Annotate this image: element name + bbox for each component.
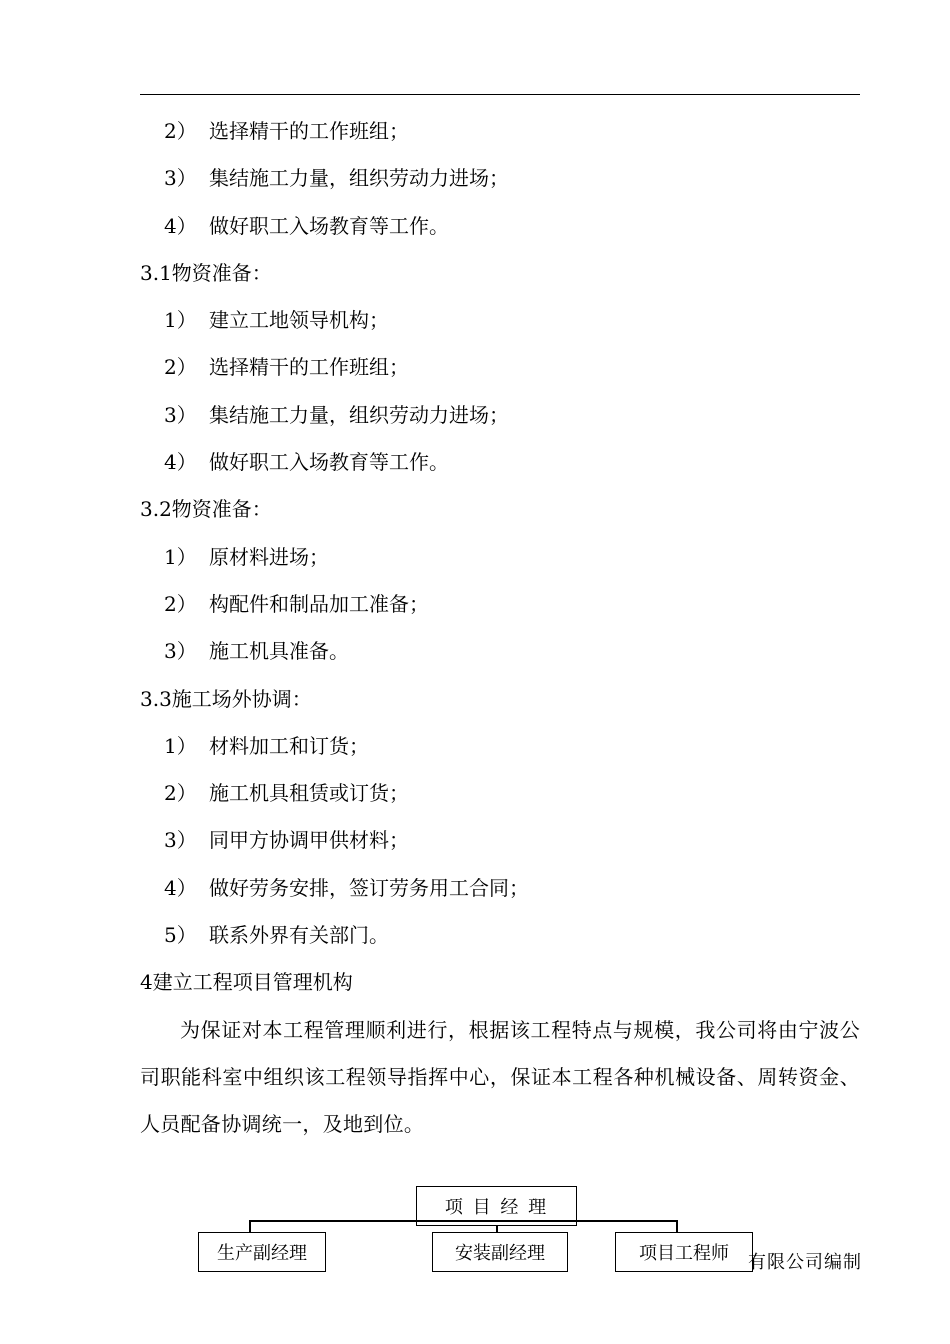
list-item-number: 2） [164, 781, 197, 806]
list-item-number: 4） [164, 213, 197, 238]
list-item-number: 3） [164, 828, 197, 853]
list-item-number: 1） [164, 544, 197, 569]
section-heading: 3.1物资准备： [140, 260, 272, 285]
list-item-number: 2） [164, 119, 197, 143]
list-item [140, 723, 860, 770]
list-item-text: 集结施工力量，组织劳动力进场； [209, 402, 509, 427]
list-item-number: 2） [164, 355, 197, 380]
list-item-text: 做好职工入场教育等工作。 [209, 450, 449, 475]
body-paragraph: 为保证对本工程管理顺利进行，根据该工程特点与规模，我公司将由宁波公司职能科室中组织该工程领导指挥中心，保证本工程各种机械设备、周转资金、人员配备协调统一，及地到位。 [140, 1017, 860, 1137]
list-item-number: 1） [164, 308, 197, 333]
list-item-text: 选择精干的工作班组； [209, 119, 409, 143]
list-item [140, 344, 860, 391]
outline-list [140, 108, 860, 1007]
org-box-production-deputy: 生产副经理 [198, 1232, 326, 1272]
list-item [140, 297, 860, 344]
list-item-number: 4） [164, 875, 197, 900]
list-item-text: 集结施工力量，组织劳动力进场； [209, 166, 509, 191]
document-body [140, 108, 860, 1149]
list-item-text: 原材料进场； [209, 544, 329, 569]
header-rule [140, 94, 860, 95]
org-connector-left [249, 1220, 251, 1233]
list-item-text: 做好劳务安排，签订劳务用工合同； [209, 875, 529, 900]
list-item [140, 392, 860, 439]
list-item [140, 581, 860, 628]
list-item [140, 439, 860, 486]
list-item [140, 203, 860, 250]
list-item-text: 做好职工入场教育等工作。 [209, 213, 449, 238]
list-item-text: 构配件和制品加工准备； [209, 591, 429, 616]
list-item-text: 选择精干的工作班组； [209, 355, 409, 380]
footer-company-note: 有限公司编制 [748, 1252, 862, 1273]
org-connector-bar [249, 1220, 677, 1222]
list-item-text: 施工机具租赁或订货； [209, 781, 409, 806]
list-item [140, 108, 860, 155]
list-item-text: 材料加工和订货； [209, 733, 369, 758]
list-item [140, 155, 860, 202]
list-item-text: 建立工地领导机构； [209, 308, 389, 333]
list-item-number: 3） [164, 402, 197, 427]
list-item-number: 4） [164, 450, 197, 475]
org-connector-right [676, 1220, 678, 1233]
list-item [140, 912, 860, 959]
org-box-project-engineer: 项目工程师 [615, 1232, 753, 1272]
list-item [140, 770, 860, 817]
list-item [140, 534, 860, 581]
list-item-number: 5） [164, 923, 197, 948]
section-heading: 3.3施工场外协调： [140, 686, 312, 711]
list-item-number: 3） [164, 166, 197, 191]
list-item [140, 628, 860, 675]
list-item-number: 1） [164, 733, 197, 758]
org-connector-trunk [496, 1225, 498, 1233]
section-heading: 4建立工程项目管理机构 [140, 970, 353, 995]
org-box-installation-deputy: 安装副经理 [432, 1232, 568, 1272]
list-item-text: 同甲方协调甲供材料； [209, 828, 409, 853]
list-item [140, 865, 860, 912]
list-item-text: 联系外界有关部门。 [209, 923, 389, 948]
list-item [140, 817, 860, 864]
section-heading: 3.2物资准备： [140, 497, 272, 522]
list-item-text: 施工机具准备。 [209, 639, 349, 664]
list-item-number: 3） [164, 639, 197, 664]
list-item-number: 2） [164, 591, 197, 616]
org-box-project-manager: 项 目 经 理 [416, 1186, 577, 1226]
